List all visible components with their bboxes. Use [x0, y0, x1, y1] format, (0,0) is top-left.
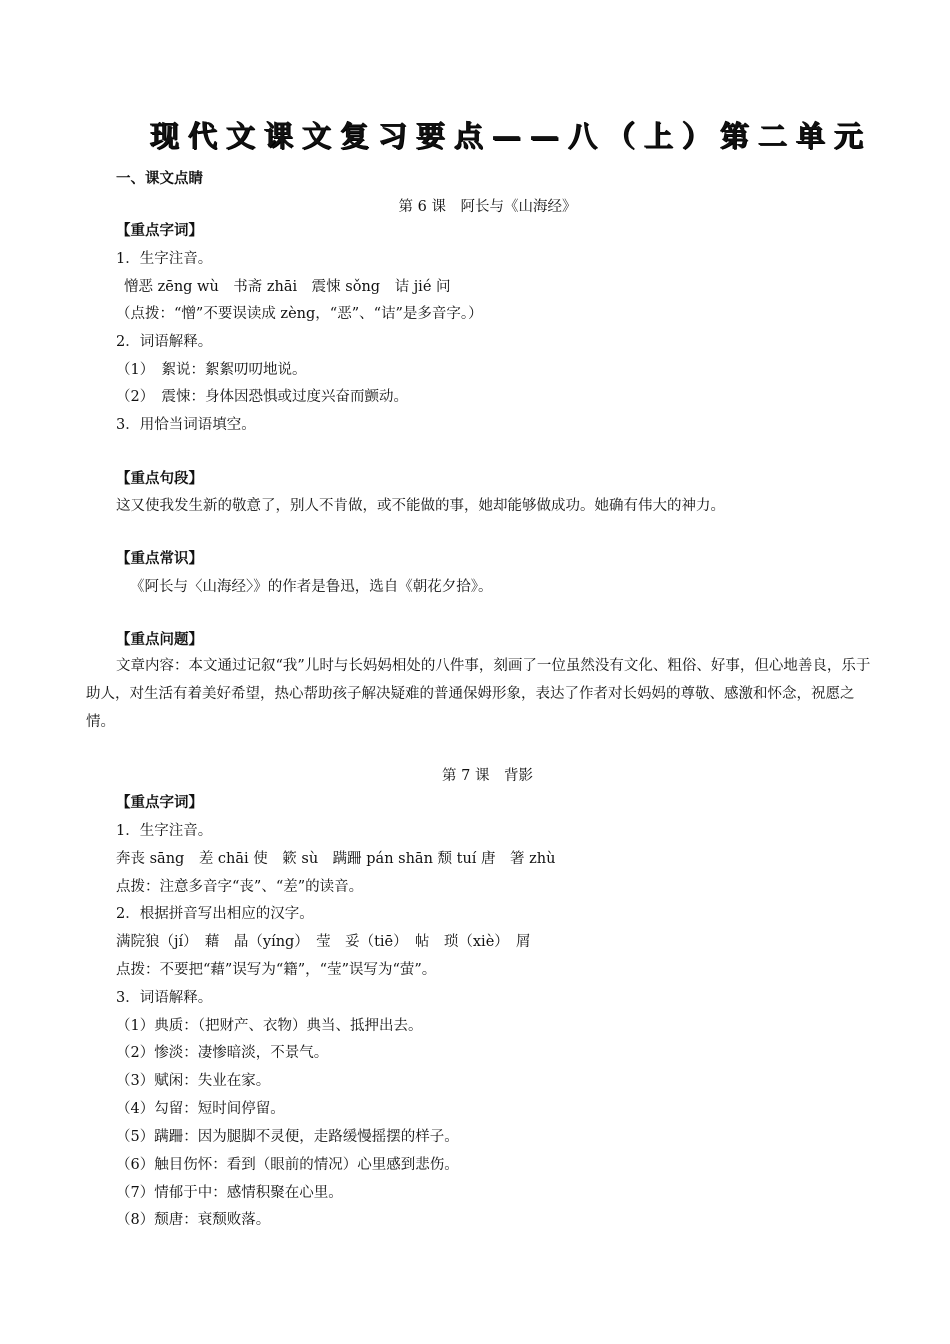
document-title: 现代文课文复习要点——八（上）第二单元	[150, 119, 873, 153]
lesson7-item2: 2．根据拼音写出相应的汉字。	[116, 906, 314, 922]
lesson6-key-knowledge: 《阿长与〈山海经〉》的作者是鲁迅，选自《朝花夕拾》。	[130, 579, 493, 595]
lesson7-def-item: （5）蹒跚：因为腿脚不灵便，走路缓慢摇摆的样子。	[116, 1129, 459, 1145]
lesson7-item1: 1．生字注音。	[116, 823, 213, 839]
lesson6-item1: 1．生字注音。	[116, 251, 213, 267]
lesson6-item3: 3．用恰当词语填空。	[116, 417, 256, 433]
lesson6-key-knowledge-heading: 【重点常识】	[116, 551, 203, 567]
lesson6-pinyin-note: （点拨：“憎”不要误读成 zèng，“恶”、“诘”是多音字。）	[116, 306, 483, 322]
lesson7-pinyin-note: 点拨：注意多音字“丧”、“差”的读音。	[116, 879, 364, 895]
lesson7-def-item: （3）赋闲：失业在家。	[116, 1073, 271, 1089]
lesson7-def-item: （1）典质：（把财产、衣物）典当、抵押出去。	[116, 1018, 423, 1034]
lesson7-title: 第 7 课 背影	[442, 768, 533, 784]
lesson7-def-item: （4）勾留：短时间停留。	[116, 1101, 285, 1117]
lesson7-def-item: （7）情郁于中：感情积聚在心里。	[116, 1185, 343, 1201]
lesson6-item2: 2．词语解释。	[116, 334, 213, 350]
lesson6-key-question-heading: 【重点问题】	[116, 632, 203, 648]
lesson7-write-line: 满院狼（jí） 藉 晶（yíng） 莹 妥（tiē） 帖 琐（xiè） 屑	[116, 934, 531, 950]
lesson7-def-item: （8）颓唐：衰颓败落。	[116, 1212, 271, 1228]
lesson6-pinyin-line: 憎恶 zēng wù 书斋 zhāi 震悚 sǒng 诘 jié 问	[124, 279, 451, 295]
lesson6-key-sentence: 这又使我发生新的敬意了，别人不肯做，或不能做的事，她却能够做成功。她确有伟大的神力。	[116, 498, 725, 514]
lesson7-def-item: （2）惨淡：凄惨暗淡，不景气。	[116, 1045, 329, 1061]
lesson6-def1: （1） 絮说：絮絮叨叨地说。	[116, 362, 307, 378]
lesson7-item3: 3．词语解释。	[116, 990, 213, 1006]
lesson6-def2: （2） 震悚：身体因恐惧或过度兴奋而颤动。	[116, 389, 408, 405]
section-heading: 一、课文点睛	[116, 171, 203, 187]
lesson6-key-words-heading: 【重点字词】	[116, 223, 203, 239]
lesson6-key-sentence-heading: 【重点句段】	[116, 471, 203, 487]
lesson6-title: 第 6 课 阿长与《山海经》	[398, 199, 577, 215]
lesson7-write-note: 点拨：不要把“藉”误写为“籍”，“莹”误写为“萤”。	[116, 962, 437, 978]
lesson6-key-question: 文章内容：本文通过记叙“我”儿时与长妈妈相处的八件事，刻画了一位虽然没有文化、粗俗、好事，但心地善良，乐于助人，对生活有着美好希望，热心帮助孩子解决疑难的普通保姆形象，表达了作者对长妈妈的尊敬、感激和怀念，祝愿之情。	[86, 658, 871, 730]
lesson7-def-item: （6）触目伤怀：看到（眼前的情况）心里感到悲伤。	[116, 1157, 459, 1173]
lesson7-key-words-heading: 【重点字词】	[116, 795, 203, 811]
lesson7-pinyin-line: 奔丧 sāng 差 chāi 使 簌 sù 蹒跚 pán shān 颓 tuí 唐 箸 zhù	[116, 851, 556, 867]
